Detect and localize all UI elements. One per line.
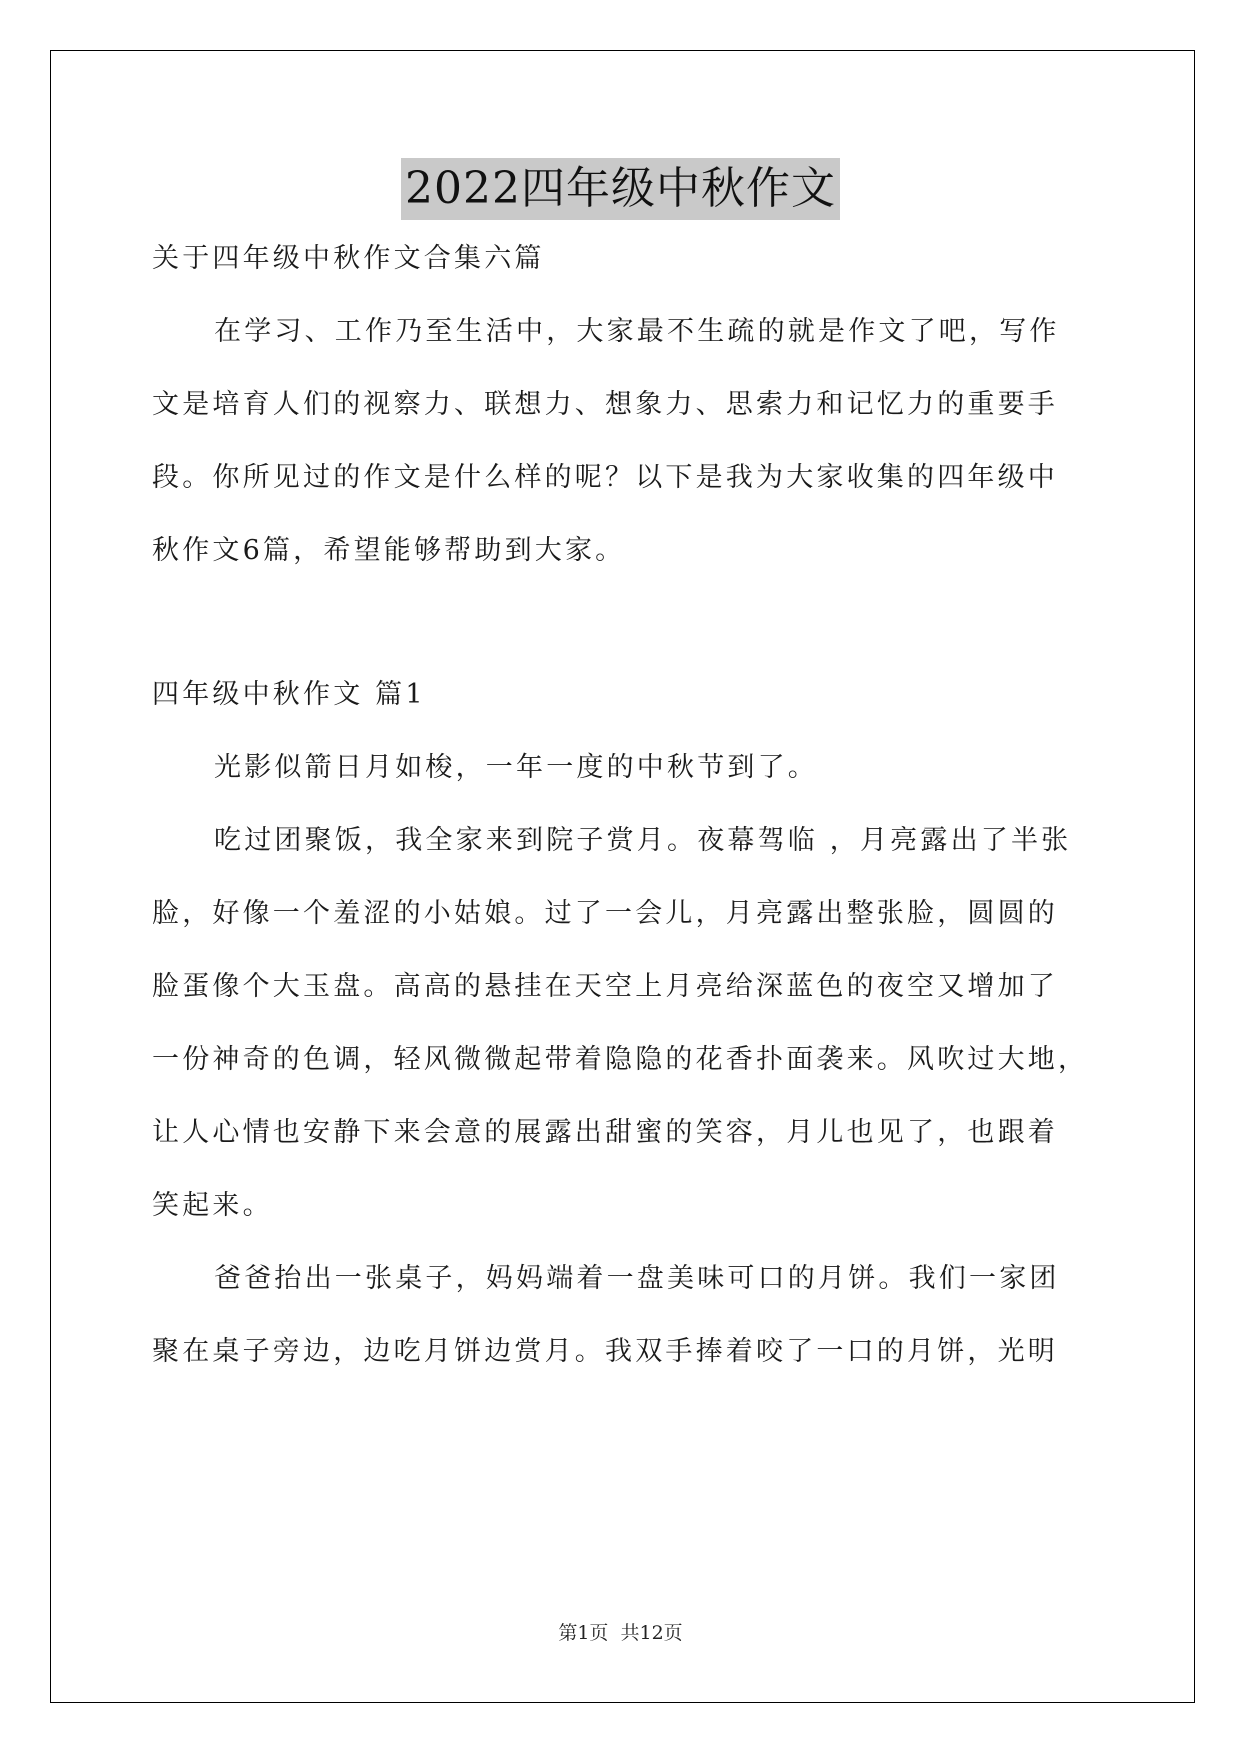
paragraph-line: 脸蛋像个大玉盘。高高的悬挂在天空上月亮给深蓝色的夜空又增加了 xyxy=(152,971,1058,1002)
paragraph-line: 在学习、工作乃至生活中，大家最不生疏的就是作文了吧，写作 xyxy=(214,316,1060,347)
paragraph-line: 一份神奇的色调，轻风微微起带着隐隐的花香扑面袭来。风吹过大地， xyxy=(152,1044,1089,1075)
paragraph-line: 文是培育人们的视察力、联想力、想象力、思索力和记忆力的重要手 xyxy=(152,389,1058,420)
title-container xyxy=(0,158,1241,220)
page-border xyxy=(50,50,1195,1703)
paragraph-line: 吃过团聚饭，我全家来到院子赏月。夜幕驾临 ，月亮露出了半张 xyxy=(214,825,1072,856)
paragraph-line: 段。你所见过的作文是什么样的呢？以下是我为大家收集的四年级中 xyxy=(152,462,1058,493)
paragraph-line: 爸爸抬出一张桌子，妈妈端着一盘美味可口的月饼。我们一家团 xyxy=(214,1263,1060,1294)
paragraph-line: 聚在桌子旁边，边吃月饼边赏月。我双手捧着咬了一口的月饼，光明 xyxy=(152,1336,1058,1367)
paragraph-line: 脸，好像一个羞涩的小姑娘。过了一会儿，月亮露出整张脸，圆圆的 xyxy=(152,898,1058,929)
paragraph-line: 秋作文6篇，希望能够帮助到大家。 xyxy=(152,535,626,566)
section-heading: 四年级中秋作文 篇1 xyxy=(152,679,426,710)
page-footer: 第1页 共12页 xyxy=(558,1622,683,1644)
paragraph-line: 笑起来。 xyxy=(152,1190,273,1221)
paragraph-line: 光影似箭日月如梭，一年一度的中秋节到了。 xyxy=(214,752,818,783)
paragraph-line: 让人心情也安静下来会意的展露出甜蜜的笑容，月儿也见了，也跟着 xyxy=(152,1117,1058,1148)
subtitle: 关于四年级中秋作文合集六篇 xyxy=(152,243,545,274)
document-title: 2022四年级中秋作文 xyxy=(401,158,840,220)
